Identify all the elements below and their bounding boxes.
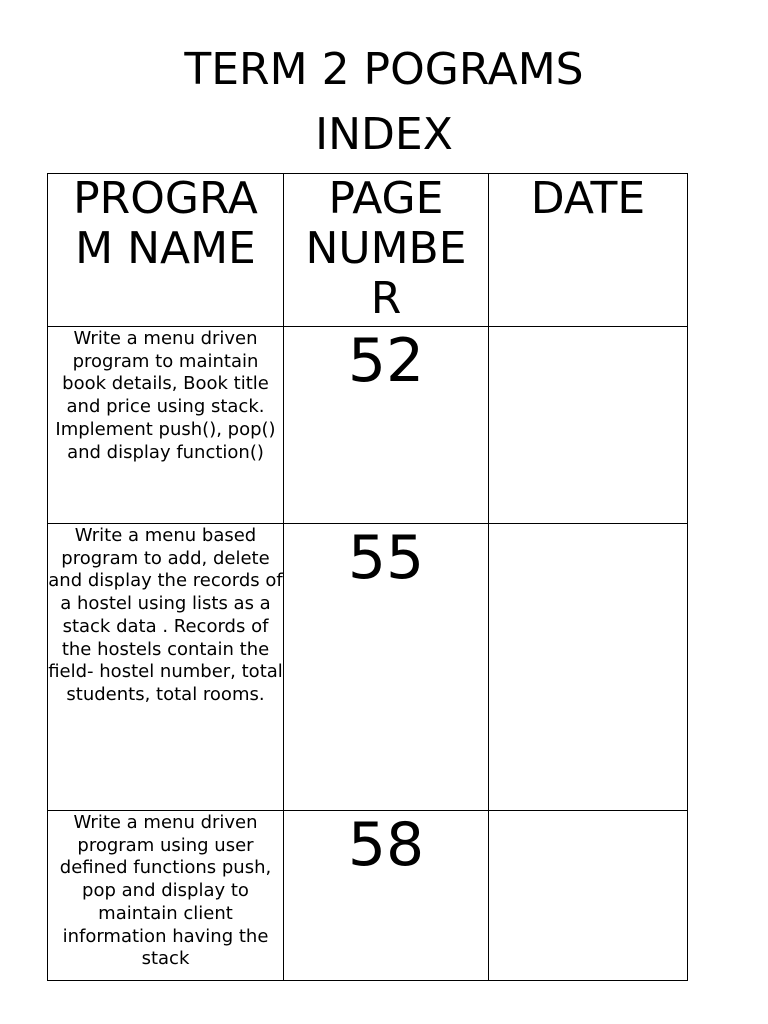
header-page-number <box>284 174 489 327</box>
table-row <box>48 327 688 524</box>
page-subtitle: INDEX <box>315 109 453 160</box>
page-number-cell <box>284 811 489 981</box>
header-program-name <box>48 174 284 327</box>
table-row <box>48 524 688 811</box>
program-name-cell <box>48 811 284 981</box>
header-date <box>489 174 688 327</box>
page-number-cell <box>284 524 489 811</box>
program-description: Write a menu based program to add, delete and display the records of a hostel using lists as a stack data . Records of the hostels contain the field- hostel number, total students, total rooms. <box>48 525 283 705</box>
date-cell <box>489 524 688 811</box>
header-date-text: DATE <box>530 173 646 224</box>
program-description: Write a menu driven program to maintain book details, Book title and price using stack. Implement push(), pop() and display function() <box>55 328 276 463</box>
date-cell <box>489 327 688 524</box>
program-description: Write a menu driven program using user defined functions push, pop and display to maintain client information having the stack <box>59 812 272 970</box>
date-cell <box>489 811 688 981</box>
table-header-row <box>48 174 688 327</box>
program-index-table <box>47 173 688 981</box>
page-number-cell <box>284 327 489 524</box>
header-page-number-text: PAGE NUMBE R <box>305 173 467 324</box>
page-number: 58 <box>347 810 425 880</box>
program-name-cell <box>48 524 284 811</box>
program-name-cell <box>48 327 284 524</box>
header-program-name-text: PROGRA M NAME <box>73 173 258 274</box>
page-title: TERM 2 POGRAMS <box>184 44 584 95</box>
table-row <box>48 811 688 981</box>
page-number: 55 <box>347 523 425 593</box>
page-number: 52 <box>347 326 425 396</box>
